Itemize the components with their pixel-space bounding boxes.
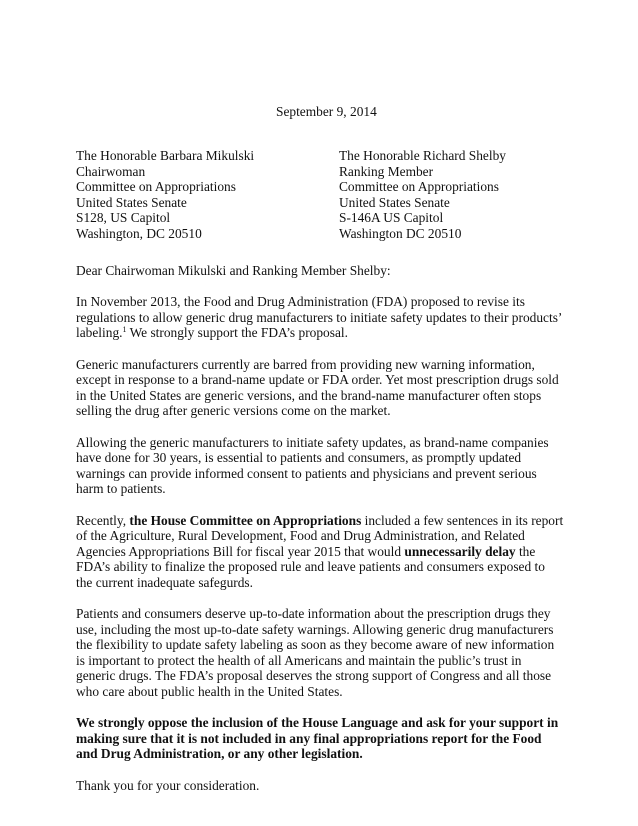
letter-date: September 9, 2014	[276, 104, 377, 119]
recipient-address-right	[339, 148, 506, 242]
recipient-address-left	[76, 148, 254, 242]
recipient-right-line: United States Senate	[339, 194, 450, 210]
paragraph-safety-updates: Allowing the generic manufacturers to initiate safety updates, as brand-name companies have done for 30 years, is essential to patients and consumers, as promptly updated warnings can provide informed consent to patients and physicians and prevent serious harm to patients.	[76, 434, 549, 497]
recipient-right-line: Ranking Member	[339, 163, 434, 179]
recipient-right-line: Washington DC 20510	[339, 225, 462, 241]
recipient-right-line: S-146A US Capitol	[339, 210, 444, 226]
salutation: Dear Chairwoman Mikulski and Ranking Member Shelby:	[76, 263, 391, 278]
recipient-left-line: The Honorable Barbara Mikulski	[76, 148, 255, 163]
paragraph-text: In November 2013, the Food and Drug Administration (FDA) proposed to revise its regulations to allow generic drug manufacturers to initiate safety updates to their products’ labeling.	[76, 294, 562, 341]
bold-paragraph-text: We strongly oppose the inclusion of the House Language and ask for your support in making sure that it is not included in any final appropriations report for the Food and Drug Administration, or any other legislation.	[76, 715, 559, 762]
bold-phrase: the House Committee on Appropriations	[129, 512, 362, 528]
closing-line: Thank you for your consideration.	[76, 777, 260, 793]
recipient-left-line: Committee on Appropriations	[76, 179, 236, 195]
footnote-marker: 1	[122, 325, 127, 335]
letter-body	[76, 263, 564, 809]
recipient-right-line: Committee on Appropriations	[339, 179, 499, 195]
recipient-right-line: The Honorable Richard Shelby	[339, 148, 506, 163]
paragraph-patients-consumers: Patients and consumers deserve up-to-date information about the prescription drugs they use, including the most up-to-date safety warnings. Allowing generic drug manufacturers the flexibility to update safety labeling as soon as they become aware of new information is important to protect the health of all Americans and maintain the public’s trust in generic drugs. The FDA’s proposal deserves the strong support of Congress and all those who care about public health in the United States.	[76, 606, 555, 700]
paragraph-fda-proposal	[76, 294, 564, 341]
recipient-left-line: Chairwoman	[76, 163, 146, 179]
paragraph-strong-opposition	[76, 715, 564, 762]
recipient-left-line: United States Senate	[76, 194, 187, 210]
recipient-left-line: S128, US Capitol	[76, 210, 171, 226]
paragraph-text: included a few sentences in its report of the Agriculture, Rural Development, Food and Drug Administration, and Related Agencies Appropriations Bill for fiscal year 2015 that would	[76, 512, 564, 559]
recipient-left-line: Washington, DC 20510	[76, 225, 202, 241]
paragraph-text: We strongly support the FDA’s proposal.	[126, 325, 348, 341]
paragraph-generic-manufacturers: Generic manufacturers currently are barred from providing new warning information, except in response to a brand-name update or FDA order. Yet most prescription drugs sold in the United States are generic versions, and the brand-name manufacturer often stops selling the drug after generic versions come on the market.	[76, 356, 559, 419]
paragraph-text: the FDA’s ability to finalize the proposed rule and leave patients and consumers exposed to the current inadequate safegurds.	[76, 543, 545, 590]
bold-phrase: unnecessarily delay	[404, 543, 516, 559]
paragraph-house-committee	[76, 513, 564, 591]
paragraph-text: Recently,	[76, 512, 130, 528]
